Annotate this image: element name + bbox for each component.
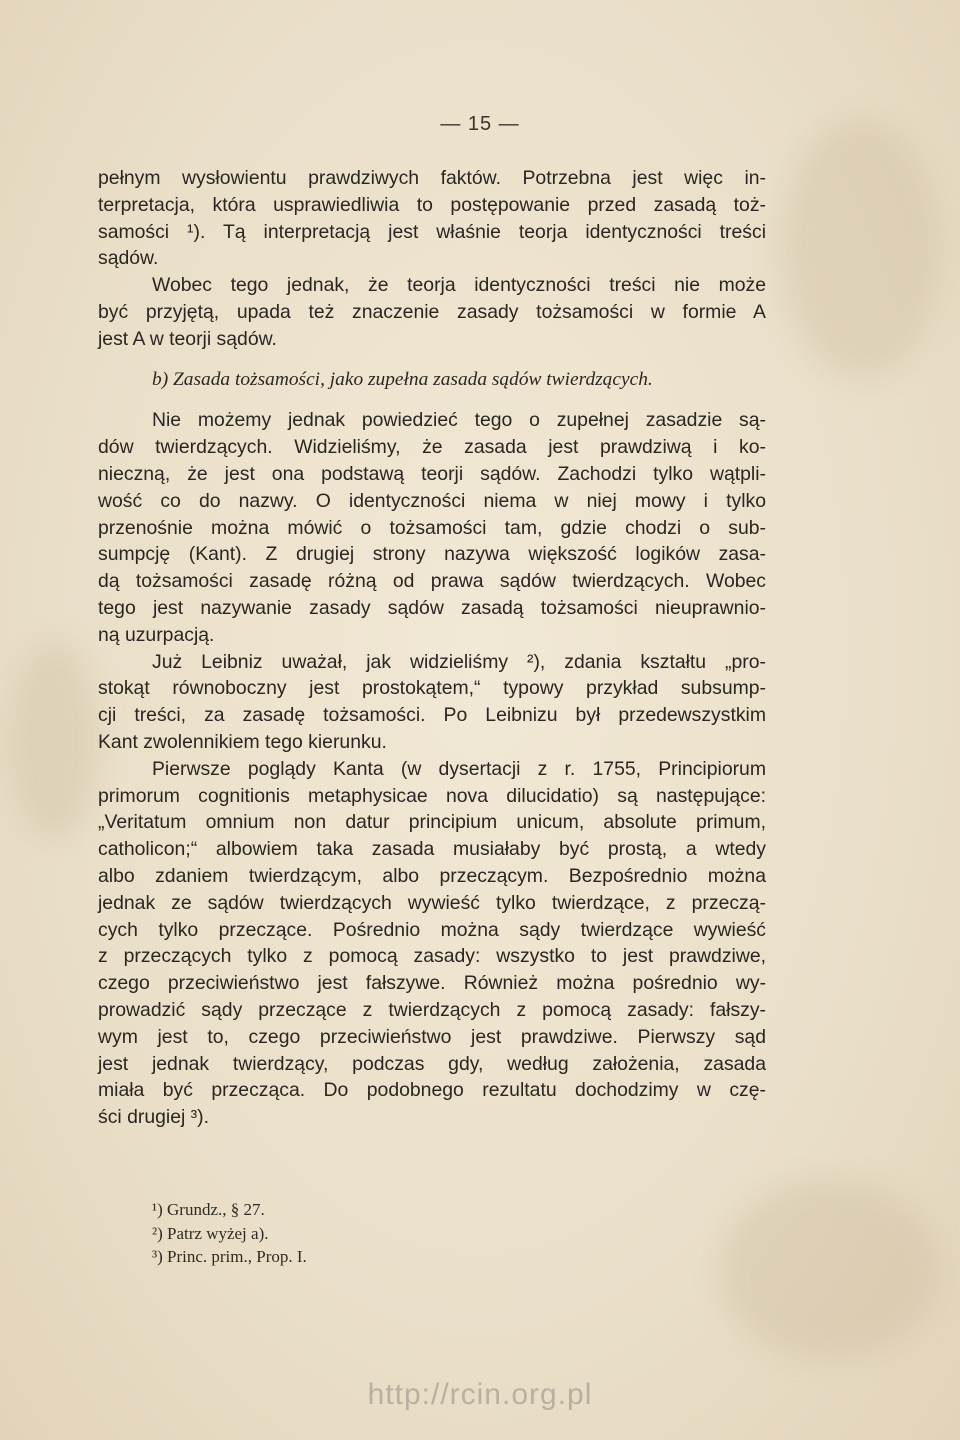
text-line: primorum cognitionis metaphysicae nova dilucidatio) są następujące: xyxy=(98,784,766,807)
text-line: terpretacja, która usprawiedliwia to postępowanie przed zasadą toż- xyxy=(98,193,766,216)
text-line: wym jest to, czego przeciwieństwo jest prawdziwe. Pierwszy sąd xyxy=(98,1025,766,1048)
text-line: ną uzurpacją. xyxy=(98,623,215,646)
text-line: jest jednak twierdzący, podczas gdy, według założenia, zasada xyxy=(98,1052,766,1075)
text-line: catholicon;“ albowiem taka zasada musiałaby być prostą, a wtedy xyxy=(98,838,766,861)
text-line: cji treści, za zasadę tożsamości. Po Leibnizu był przedewszystkim xyxy=(98,704,766,727)
text-line: przenośnie można mówić o tożsamości tam, gdzie chodzi o sub- xyxy=(98,516,766,539)
footnote: ²) Patrz wyżej a). xyxy=(152,1223,269,1243)
body-text xyxy=(98,165,766,1131)
text-line: wość co do nazwy. O identyczności niema w niej mowy i tylko xyxy=(98,489,766,512)
text-line: Już Leibniz uważał, jak widzieliśmy ²), zdania kształtu „pro- xyxy=(152,650,766,673)
text-line: sądów. xyxy=(98,247,159,270)
text-line: pełnym wysłowientu prawdziwych faktów. Potrzebna jest więc in- xyxy=(98,167,766,189)
text-line: z przeczących tylko z pomocą zasady: wszystko to jest prawdziwe, xyxy=(98,945,766,968)
text-line: czego przeciwieństwo jest fałszywe. Również można pośrednio wy- xyxy=(98,972,766,995)
text-line: Kant zwolennikiem tego kierunku. xyxy=(98,730,387,753)
paper-stain xyxy=(780,120,940,380)
text-line: dów twierdzących. Widzieliśmy, że zasada jest prawdziwą i ko- xyxy=(98,436,766,459)
text-line: Wobec tego jednak, że teorja identyczności treści nie może xyxy=(152,274,766,297)
text-line: miała być przecząca. Do podobnego rezultatu dochodzimy w czę- xyxy=(98,1079,766,1102)
text-line: Nie możemy jednak powiedzieć tego o zupełnej zasadzie są- xyxy=(152,409,766,432)
text-line: Pierwsze poglądy Kanta (w dysertacji z r. 1755, Principiorum xyxy=(152,757,766,780)
text-line: prowadzić sądy przeczące z twierdzących z pomocą zasady: fałszy- xyxy=(98,998,766,1021)
text-line: ści drugiej ³). xyxy=(98,1106,209,1129)
watermark-url[interactable]: http://rcin.org.pl xyxy=(367,1378,593,1411)
text-line: tego jest nazywanie zasady sądów zasadą tożsamości nieuprawnio- xyxy=(98,596,766,619)
text-line: albo zdaniem twierdzącym, albo przeczącym. Bezpośrednio można xyxy=(98,864,766,887)
page-number: — 15 — xyxy=(440,113,520,135)
text-line: „Veritatum omnium non datur principium unicum, absolute primum, xyxy=(98,811,766,834)
text-line: cych tylko przeczące. Pośrednio można sądy twierdzące wywieść xyxy=(98,918,766,941)
text-line: nieczną, że jest ona podstawą teorji sądów. Zachodzi tylko wątpli- xyxy=(98,462,766,485)
footnote: ¹) Grundz., § 27. xyxy=(152,1200,265,1219)
paper-stain xyxy=(720,1180,940,1360)
text-line: jednak ze sądów twierdzących wywieść tylko twierdzące, z przeczą- xyxy=(98,891,766,914)
section-heading: b) Zasada tożsamości, jako zupełna zasada sądów twierdzących. xyxy=(152,368,653,390)
text-line: dą tożsamości zasadę różną od prawa sądów twierdzących. Wobec xyxy=(98,570,766,593)
text-line: samości ¹). Tą interpretacją jest właśnie teorja identyczności treści xyxy=(98,220,766,243)
text-line: stokąt równoboczny jest prostokątem,“ typowy przykład subsump- xyxy=(98,677,766,700)
text-line: sumpcję (Kant). Z drugiej strony nazywa większość logików zasa- xyxy=(98,543,766,566)
footnotes xyxy=(152,1198,307,1269)
text-line: być przyjętą, upada też znaczenie zasady tożsamości w formie A xyxy=(98,300,766,323)
paper-stain xyxy=(10,640,100,840)
footnote: ³) Princ. prim., Prop. I. xyxy=(152,1247,307,1266)
text-line: jest A w teorji sądów. xyxy=(98,327,277,350)
